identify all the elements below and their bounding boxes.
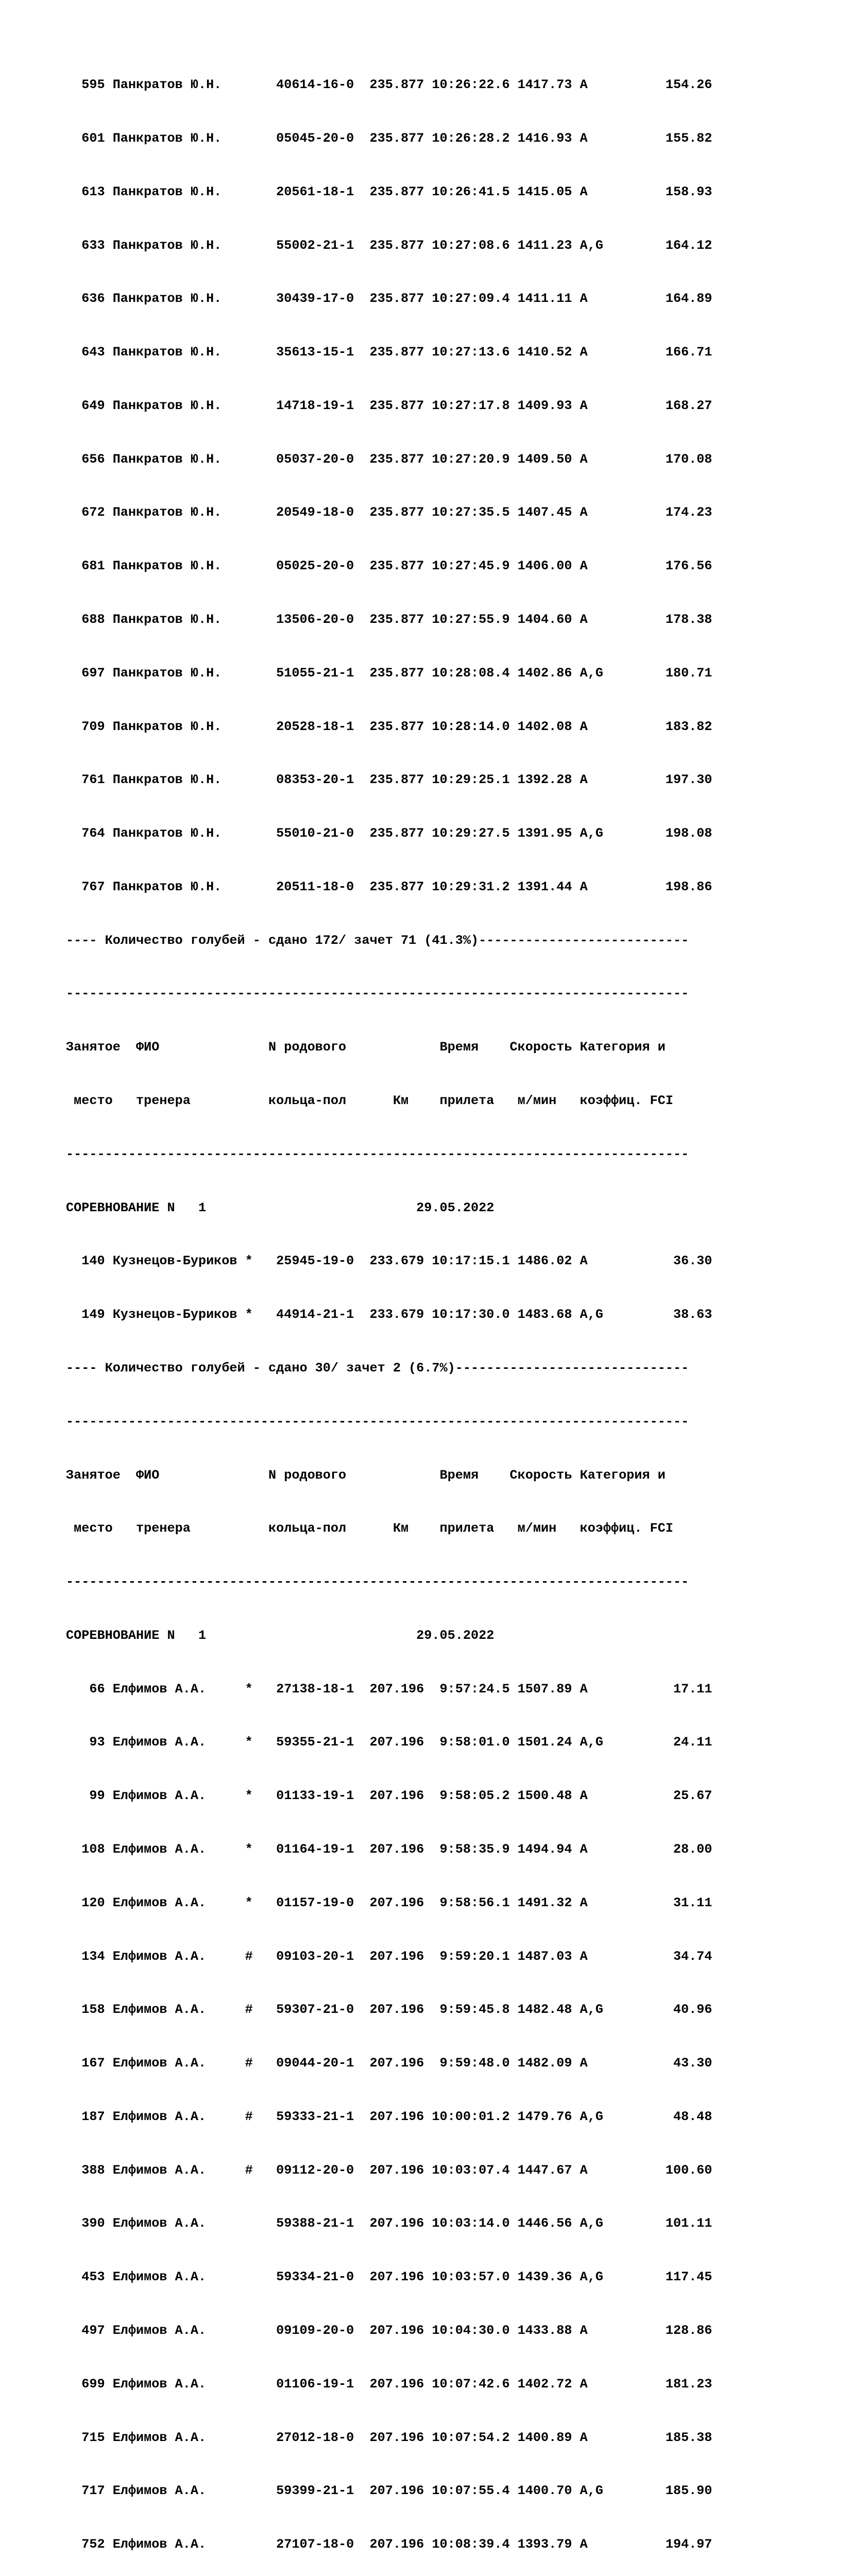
result-row: 108 Елфимов А.А. * 01164-19-1 207.196 9:58:35.9 1494.94 A 28.00: [66, 1841, 712, 1857]
result-row: 453 Елфимов А.А. 59334-21-0 207.196 10:03:57.0 1439.36 A,G 117.45: [66, 2269, 712, 2285]
divider: --------------------------------------------------------------------------------: [66, 1146, 689, 1162]
column-header-row-2: место тренера кольца-пол Км прилета м/мин коэффиц. FCI: [66, 1521, 673, 1536]
result-row: 99 Елфимов А.А. * 01133-19-1 207.196 9:58:05.2 1500.48 A 25.67: [66, 1788, 712, 1804]
result-row: 93 Елфимов А.А. * 59355-21-1 207.196 9:58:01.0 1501.24 A,G 24.11: [66, 1735, 712, 1750]
result-row: 601 Панкратов Ю.Н. 05045-20-0 235.877 10:26:28.2 1416.93 A 155.82: [66, 130, 712, 146]
result-row: 709 Панкратов Ю.Н. 20528-18-1 235.877 10:28:14.0 1402.08 A 183.82: [66, 719, 712, 734]
divider: --------------------------------------------------------------------------------: [66, 986, 689, 1002]
result-row: 140 Кузнецов-Буриков * 25945-19-0 233.679 10:17:15.1 1486.02 A 36.30: [66, 1253, 712, 1269]
result-row: 66 Елфимов А.А. * 27138-18-1 207.196 9:57:24.5 1507.89 A 17.11: [66, 1681, 712, 1697]
result-row: 699 Елфимов А.А. 01106-19-1 207.196 10:07:42.6 1402.72 A 181.23: [66, 2376, 712, 2392]
result-row: 388 Елфимов А.А. # 09112-20-0 207.196 10:03:07.4 1447.67 A 100.60: [66, 2162, 712, 2178]
result-row: 697 Панкратов Ю.Н. 51055-21-1 235.877 10:28:08.4 1402.86 A,G 180.71: [66, 665, 712, 681]
result-row: 752 Елфимов А.А. 27107-18-0 207.196 10:08:39.4 1393.79 A 194.97: [66, 2537, 712, 2552]
result-row: 656 Панкратов Ю.Н. 05037-20-0 235.877 10:27:20.9 1409.50 A 170.08: [66, 451, 712, 467]
result-row: 761 Панкратов Ю.Н. 08353-20-1 235.877 10:29:25.1 1392.28 A 197.30: [66, 772, 712, 788]
result-row: 390 Елфимов А.А. 59388-21-1 207.196 10:03:14.0 1446.56 A,G 101.11: [66, 2216, 712, 2231]
result-row: 613 Панкратов Ю.Н. 20561-18-1 235.877 10:26:41.5 1415.05 A 158.93: [66, 184, 712, 199]
result-row: 767 Панкратов Ю.Н. 20511-18-0 235.877 10:29:31.2 1391.44 A 198.86: [66, 879, 712, 894]
section-summary: ---- Количество голубей - сдано 30/ зачет 2 (6.7%)------------------------------: [66, 1360, 689, 1376]
result-row: 120 Елфимов А.А. * 01157-19-0 207.196 9:58:56.1 1491.32 A 31.11: [66, 1895, 712, 1910]
result-row: 717 Елфимов А.А. 59399-21-1 207.196 10:07:55.4 1400.70 A,G 185.90: [66, 2483, 712, 2499]
divider: --------------------------------------------------------------------------------: [66, 1574, 689, 1590]
divider: --------------------------------------------------------------------------------: [66, 1414, 689, 1429]
result-row: 715 Елфимов А.А. 27012-18-0 207.196 10:07:54.2 1400.89 A 185.38: [66, 2430, 712, 2445]
result-row: 681 Панкратов Ю.Н. 05025-20-0 235.877 10:27:45.9 1406.00 A 176.56: [66, 558, 712, 574]
result-row: 636 Панкратов Ю.Н. 30439-17-0 235.877 10:27:09.4 1411.11 A 164.89: [66, 291, 712, 307]
result-row: 167 Елфимов А.А. # 09044-20-1 207.196 9:59:48.0 1482.09 A 43.30: [66, 2056, 712, 2071]
competition-heading: СОРЕВНОВАНИЕ N 1 29.05.2022: [66, 1628, 495, 1643]
results-printout: [66, 41, 839, 2576]
column-header-row-1: Занятое ФИО N родового Время Скорость Категория и: [66, 1467, 666, 1483]
result-row: 649 Панкратов Ю.Н. 14718-19-1 235.877 10:27:17.8 1409.93 A 168.27: [66, 398, 712, 413]
result-row: 134 Елфимов А.А. # 09103-20-1 207.196 9:59:20.1 1487.03 A 34.74: [66, 1948, 712, 1964]
result-row: 672 Панкратов Ю.Н. 20549-18-0 235.877 10:27:35.5 1407.45 A 174.23: [66, 505, 712, 520]
competition-heading: СОРЕВНОВАНИЕ N 1 29.05.2022: [66, 1200, 495, 1215]
result-row: 643 Панкратов Ю.Н. 35613-15-1 235.877 10:27:13.6 1410.52 A 166.71: [66, 345, 712, 360]
column-header-row-1: Занятое ФИО N родового Время Скорость Категория и: [66, 1040, 666, 1055]
result-row: 158 Елфимов А.А. # 59307-21-0 207.196 9:59:45.8 1482.48 A,G 40.96: [66, 2002, 712, 2018]
result-row: 764 Панкратов Ю.Н. 55010-21-0 235.877 10:29:27.5 1391.95 A,G 198.08: [66, 826, 712, 841]
result-row: 688 Панкратов Ю.Н. 13506-20-0 235.877 10:27:55.9 1404.60 A 178.38: [66, 612, 712, 627]
result-row: 595 Панкратов Ю.Н. 40614-16-0 235.877 10:26:22.6 1417.73 A 154.26: [66, 77, 712, 93]
result-row: 633 Панкратов Ю.Н. 55002-21-1 235.877 10:27:08.6 1411.23 A,G 164.12: [66, 238, 712, 253]
column-header-row-2: место тренера кольца-пол Км прилета м/мин коэффиц. FCI: [66, 1093, 673, 1109]
result-row: 187 Елфимов А.А. # 59333-21-1 207.196 10:00:01.2 1479.76 A,G 48.48: [66, 2109, 712, 2124]
result-row: 497 Елфимов А.А. 09109-20-0 207.196 10:04:30.0 1433.88 A 128.86: [66, 2323, 712, 2338]
result-row: 149 Кузнецов-Буриков * 44914-21-1 233.679 10:17:30.0 1483.68 A,G 38.63: [66, 1307, 712, 1323]
section-summary: ---- Количество голубей - сдано 172/ зачет 71 (41.3%)---------------------------: [66, 933, 689, 948]
